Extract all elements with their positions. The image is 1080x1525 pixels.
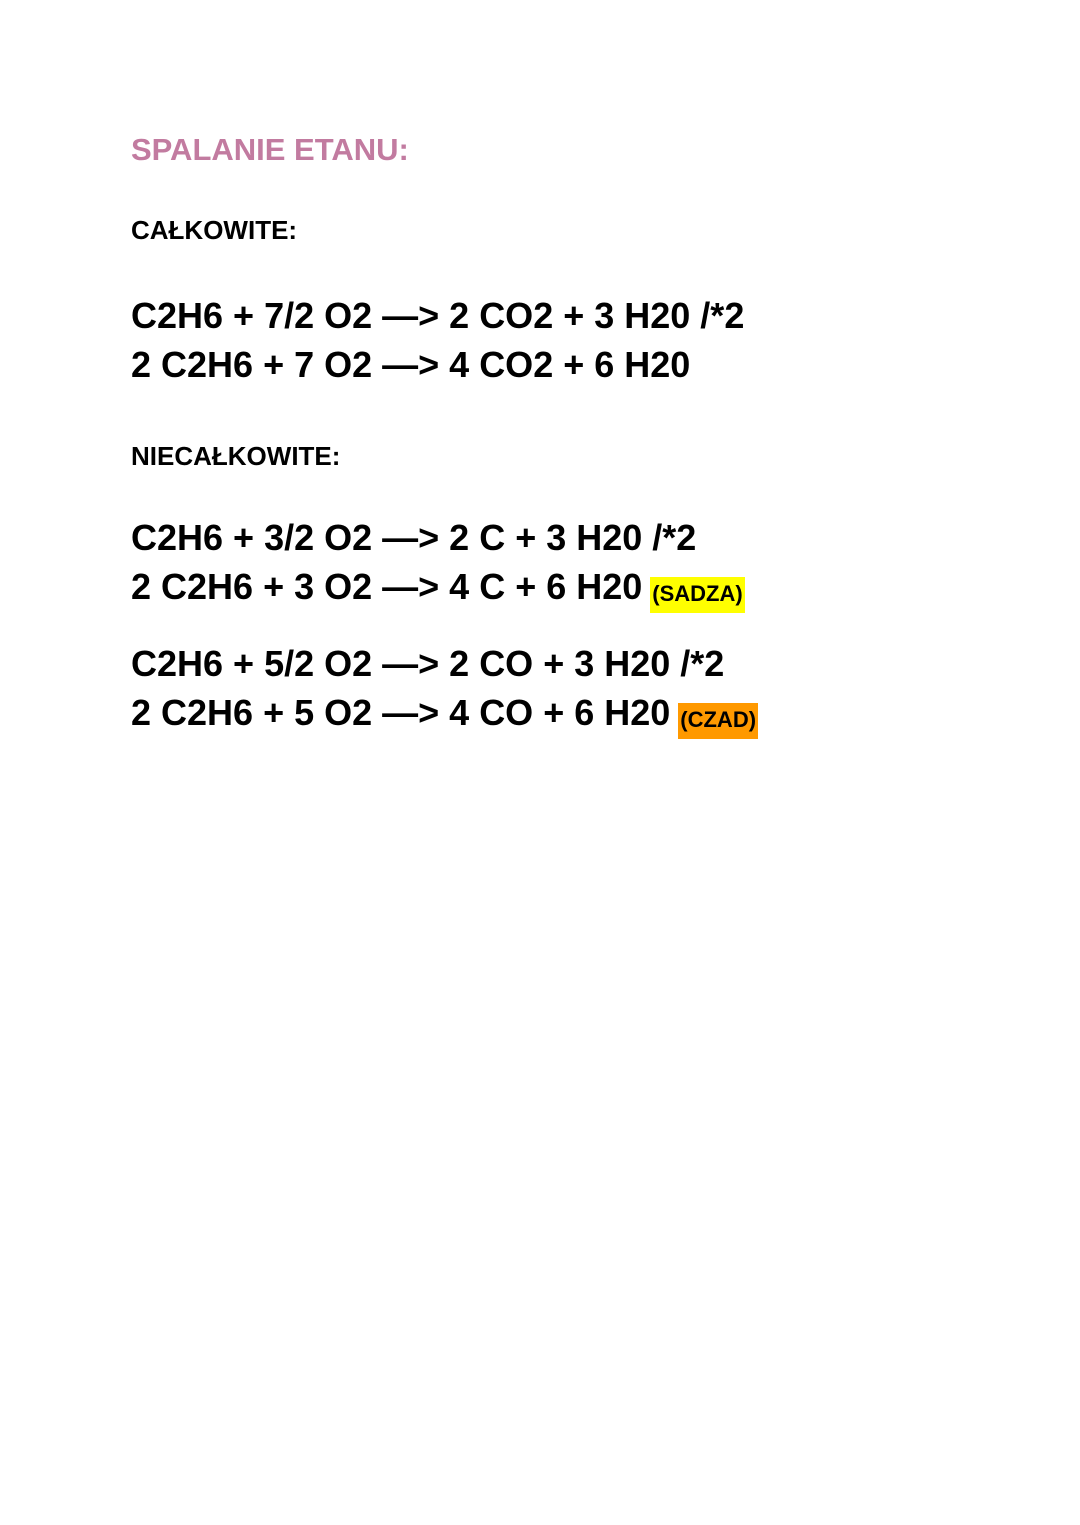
czad-highlight-tag: (CZAD) [678, 703, 758, 739]
complete-equation-2: 2 C2H6 + 7 O2 —> 4 CO2 + 6 H20 [131, 344, 691, 385]
co-equation-2: 2 C2H6 + 5 O2 —> 4 CO + 6 H20 [131, 692, 671, 733]
incomplete-combustion-heading: NIECAŁKOWITE: [131, 441, 341, 471]
page-title: SPALANIE ETANU: [131, 132, 409, 167]
soot-equation-2-line [131, 565, 745, 613]
soot-highlight-tag: (SADZA) [650, 577, 744, 613]
co-equation-2-line [131, 691, 758, 739]
co-equation-1: C2H6 + 5/2 O2 —> 2 CO + 3 H20 /*2 [131, 643, 725, 684]
soot-equation-2: 2 C2H6 + 3 O2 —> 4 C + 6 H20 [131, 566, 643, 607]
complete-equation-1: C2H6 + 7/2 O2 —> 2 CO2 + 3 H20 /*2 [131, 295, 745, 336]
soot-equation-1: C2H6 + 3/2 O2 —> 2 C + 3 H20 /*2 [131, 517, 697, 558]
complete-combustion-heading: CAŁKOWITE: [131, 215, 298, 245]
